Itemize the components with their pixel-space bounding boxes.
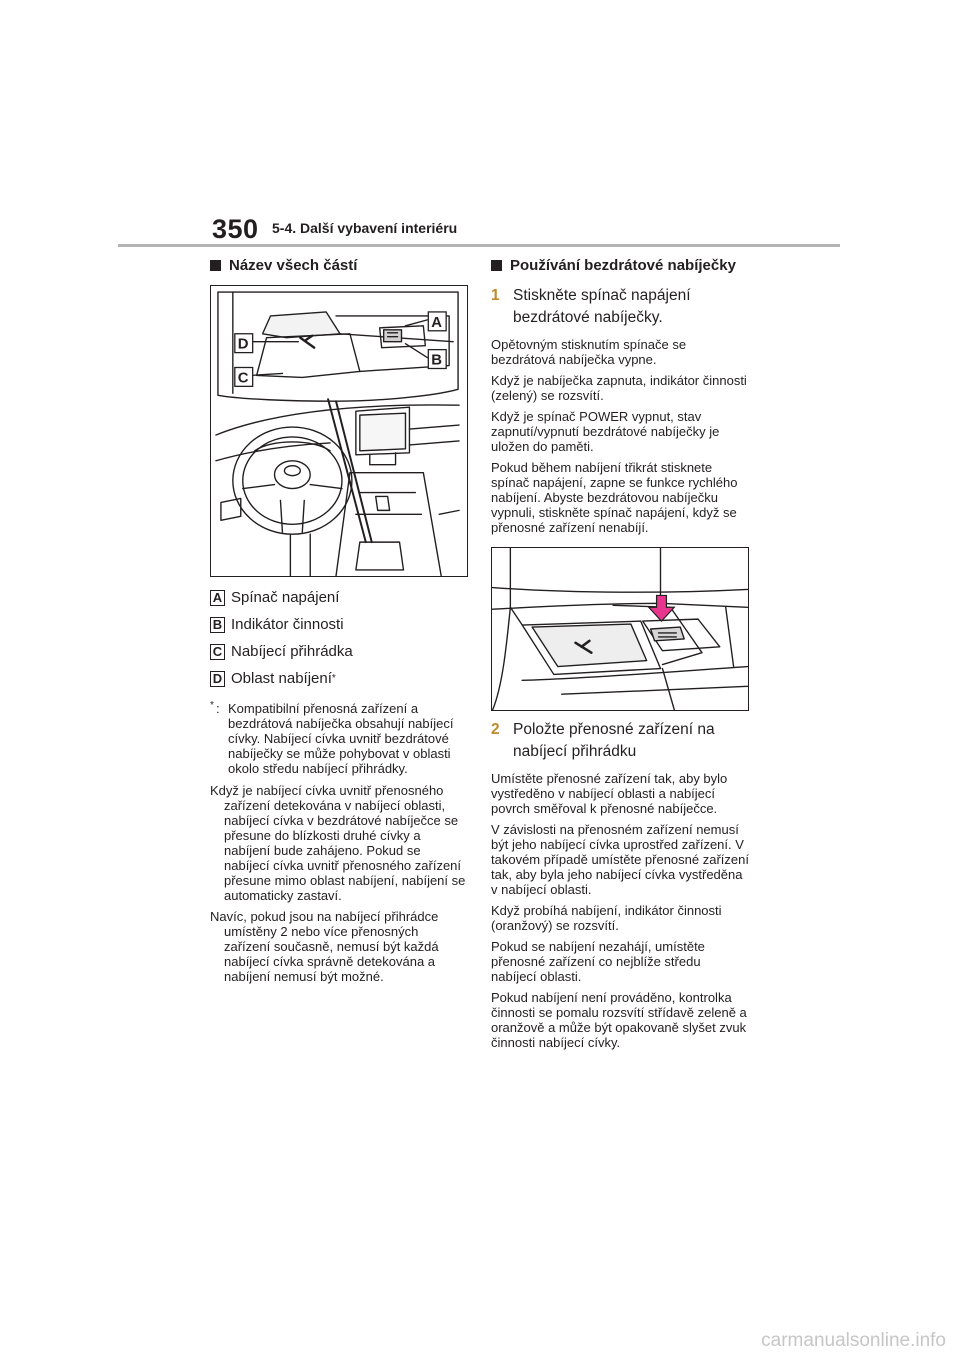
legend-text-d: Oblast nabíjení xyxy=(231,670,332,687)
step-2-text: Položte přenosné zařízení na nabíjecí přihrádku xyxy=(513,721,715,760)
section-title: 5-4. Další vybavení interiéru xyxy=(272,220,458,236)
parts-heading-text: Název všech částí xyxy=(229,257,358,274)
header-rule xyxy=(118,244,840,247)
press-arrow-icon xyxy=(649,595,675,621)
step-1-paragraph: Když je nabíječka zapnuta, indikátor činnosti (zelený) se rozsvítí. xyxy=(491,373,747,403)
heading-square-icon xyxy=(491,260,502,271)
footnote-text: Kompatibilní přenosná zařízení a bezdrátová nabíječka obsahují nabíjecí cívky. Nabíjecí cívka uvnitř bezdrátové nabíječky se může pohybovat v oblasti okolo středu nabíjecí přihrádky. xyxy=(228,701,454,776)
legend-key-c: C xyxy=(210,644,225,660)
fig-label-a: A xyxy=(431,314,443,331)
footnote-colon: : xyxy=(216,701,220,716)
step-2-paragraph: Umístěte přenosné zařízení tak, aby bylo vystředěno v nabíjecí oblasti a nabíjecí povrch směřoval k přenosné nabíječce. xyxy=(491,771,728,816)
legend-text-b: Indikátor činnosti xyxy=(231,616,344,633)
fig-label-c: C xyxy=(237,370,249,387)
step-2-paragraph: Pokud nabíjení není prováděno, kontrolka činnosti se pomalu rozsvítí střídavě zeleně a oranžově a může být opakovaně slyšet zvuk činnosti nabíjecí cívky. xyxy=(491,990,747,1050)
legend-sup-d: * xyxy=(331,673,336,684)
legend-key-d: D xyxy=(210,671,225,687)
footnote xyxy=(210,701,468,776)
left-column xyxy=(210,257,468,990)
step-1-paragraph: Opětovným stisknutím spínače se bezdrátová nabíječka vypne. xyxy=(491,337,687,367)
legend-item-d xyxy=(210,670,468,687)
step-1-number: 1 xyxy=(491,287,500,304)
step-2-paragraph: Když probíhá nabíjení, indikátor činnosti (oranžový) se rozsvítí. xyxy=(491,903,722,933)
step-1 xyxy=(491,285,749,329)
charging-tray-illustration xyxy=(491,547,749,711)
right-column xyxy=(491,257,749,1056)
fig-label-d: D xyxy=(237,336,249,353)
legend-text-a: Spínač napájení xyxy=(231,589,340,606)
legend-item-a xyxy=(210,589,468,606)
step-2-number: 2 xyxy=(491,721,500,738)
step-1-text: Stiskněte spínač napájení bezdrátové nabíječky. xyxy=(513,287,691,326)
left-paragraph: Když je nabíjecí cívka uvnitř přenosného zařízení detekována v nabíjecí oblasti, nabíjecí cívka v bezdrátové nabíječce se přesune do blízkosti druhé cívky a nabíjení bude zahájeno. Pokud se nabíjecí cívka uvnitř přenosného zařízení přesune mimo oblast nabíjení, nabíjení se automaticky zastaví. xyxy=(210,783,466,903)
usage-heading-text: Používání bezdrátové nabíječky xyxy=(510,257,736,274)
step-2 xyxy=(491,719,749,763)
step-1-paragraph: Pokud během nabíjení třikrát stisknete spínač napájení, zapne se funkce rychlého nabíjení. Abyste bezdrátovou nabíječku vypnuli, stiskněte spínač napájení, když se přenosné zařízení nenabíjí. xyxy=(491,460,738,535)
step-2-paragraph: V závislosti na přenosném zařízení nemusí být jeho nabíjecí cívka uprostřed zařízení. V takovém případě umístěte přenosné zařízení tak, aby byla jeho nabíjecí cívka vystředěna v nabíjecí oblasti. xyxy=(491,822,749,897)
dashboard-illustration xyxy=(210,285,468,577)
fig-label-b: B xyxy=(431,352,443,369)
legend-item-c xyxy=(210,643,468,660)
parts-heading xyxy=(210,257,468,274)
legend-key-b: B xyxy=(210,617,225,633)
left-paragraph: Navíc, pokud jsou na nabíjecí přihrádce umístěny 2 nebo více přenosných zařízení současně, nemusí být každá nabíjecí cívka správně detekována a nabíjení nemusí být možné. xyxy=(210,909,439,984)
legend-text-c: Nabíjecí přihrádka xyxy=(231,643,353,660)
page-number: 350 xyxy=(212,214,259,244)
legend-key-a: A xyxy=(210,590,225,606)
watermark: carmanualsonline.info xyxy=(761,1330,946,1351)
usage-heading xyxy=(491,257,749,274)
step-2-paragraph: Pokud se nabíjení nezahájí, umístěte přenosné zařízení co nejblíže středu nabíjecí oblasti. xyxy=(491,939,705,984)
step-1-paragraph: Když je spínač POWER vypnut, stav zapnutí/vypnutí bezdrátové nabíječky je uložen do paměti. xyxy=(491,409,720,454)
footnote-mark: * xyxy=(210,700,214,711)
legend-item-b xyxy=(210,616,468,633)
heading-square-icon xyxy=(210,260,221,271)
